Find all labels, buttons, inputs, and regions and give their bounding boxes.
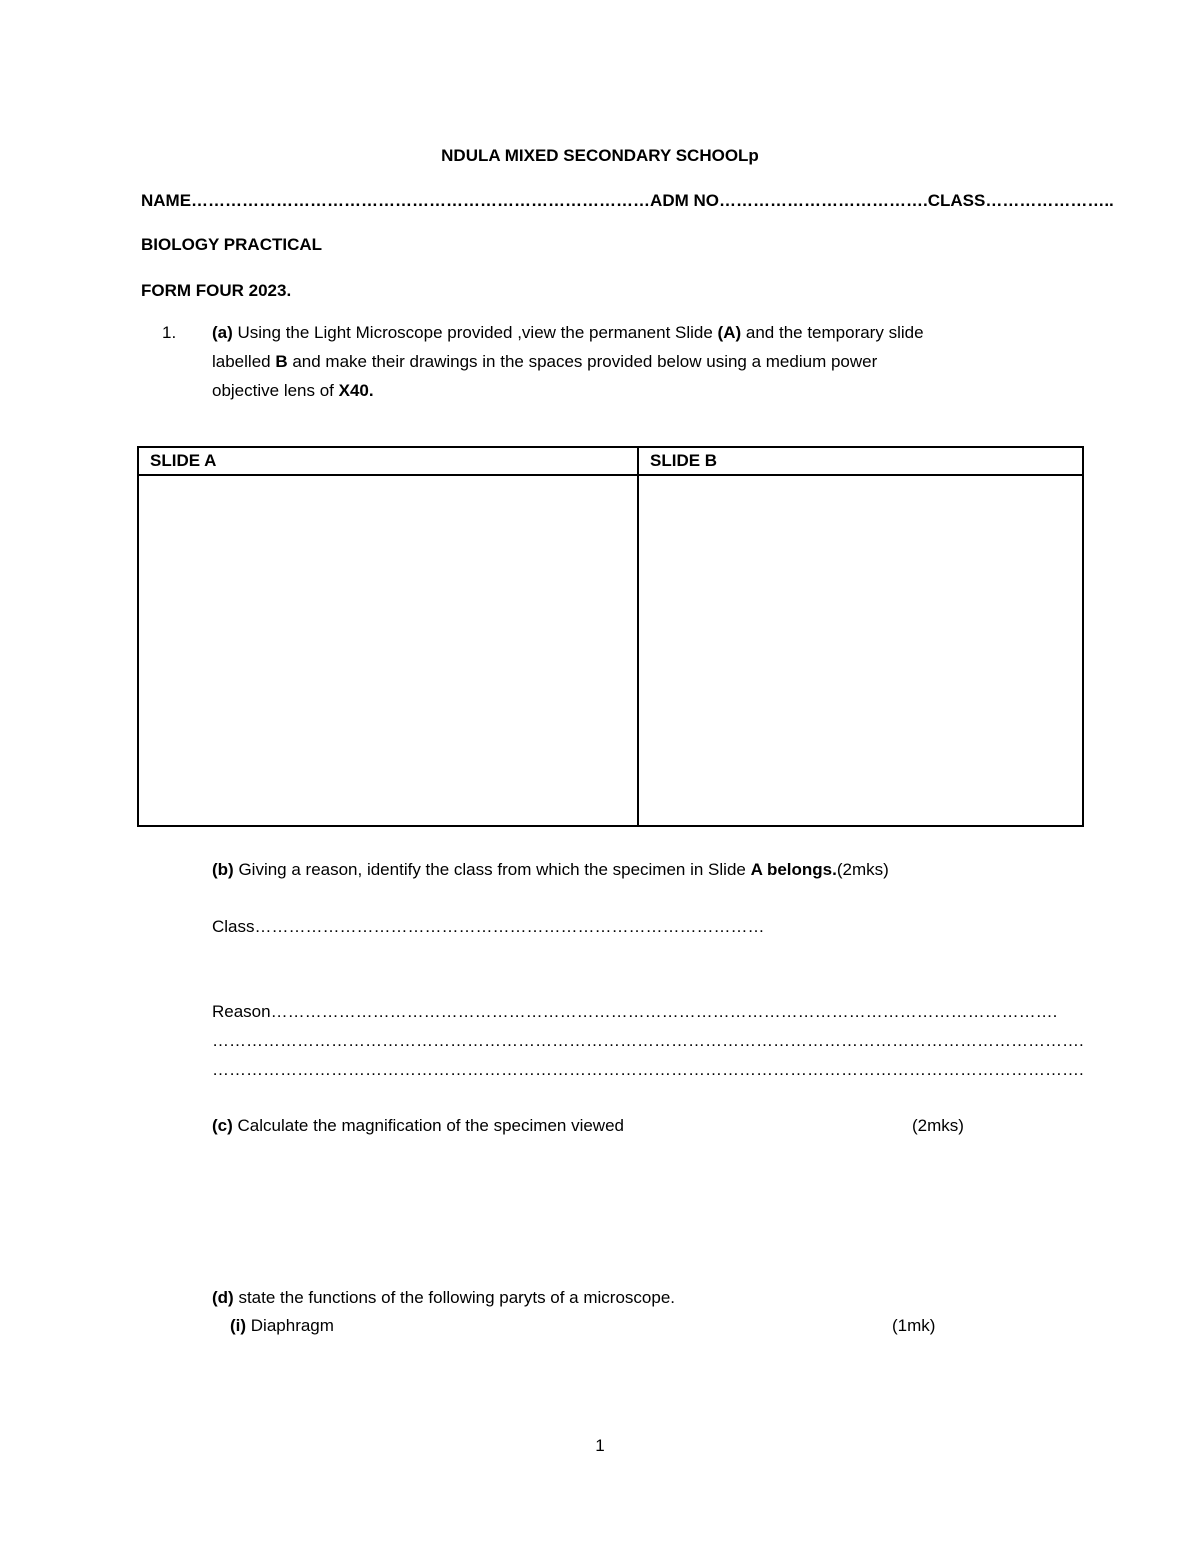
slide-b-header: SLIDE B xyxy=(638,447,1083,475)
reason-answer-line-1[interactable]: Reason…………………………………………………………………………………………………………………………. xyxy=(212,1002,1058,1021)
part-a-slide-b-ref: B xyxy=(275,352,288,371)
slide-b-drawing-area[interactable] xyxy=(638,475,1083,826)
part-a-label: (a) xyxy=(212,323,233,342)
part-d-item-i xyxy=(230,1316,334,1336)
part-a-line-1 xyxy=(212,323,924,343)
part-a-line-1-text: Using the Light Microscope provided ,view the permanent Slide xyxy=(232,323,718,342)
part-d-label: (d) xyxy=(212,1288,234,1307)
part-c-label: (c) xyxy=(212,1116,233,1135)
name-adm-class-line[interactable]: NAME………………………………………………………………………ADM NO……………………………….CLASS………………….. xyxy=(141,191,1114,210)
slides-table-header-row xyxy=(138,447,1083,475)
part-c-marks: (2mks) xyxy=(912,1116,964,1135)
part-d-item-i-text: Diaphragm xyxy=(246,1316,334,1335)
part-d-item-i-label: (i) xyxy=(230,1316,247,1335)
part-b-slide-ref: A xyxy=(750,860,763,879)
part-c-question xyxy=(212,1116,624,1136)
part-a-line-3-text: objective lens of xyxy=(212,381,339,400)
part-d-item-i-marks: (1mk) xyxy=(892,1316,936,1335)
question-number: 1. xyxy=(162,323,177,342)
slide-a-header: SLIDE A xyxy=(138,447,638,475)
slides-drawing-table xyxy=(137,446,1084,827)
part-a-line-1-end: and the temporary slide xyxy=(741,323,924,342)
part-a-line-2-text: labelled xyxy=(212,352,276,371)
subject-heading: BIOLOGY PRACTICAL xyxy=(141,235,323,254)
part-a-line-3 xyxy=(212,381,374,401)
class-answer-line[interactable]: Class……………………………………………………………………………… xyxy=(212,917,765,936)
slides-table-drawing-row xyxy=(138,475,1083,826)
part-a-slide-a-ref: (A) xyxy=(717,323,742,342)
part-a-line-3-end: . xyxy=(368,381,374,400)
reason-answer-line-2[interactable]: ………………………………………………………………………………………………………………………………………. xyxy=(212,1031,1084,1050)
part-b-question xyxy=(212,860,889,880)
part-b-marks: (2mks) xyxy=(836,860,889,879)
school-title: NDULA MIXED SECONDARY SCHOOLp xyxy=(441,146,759,165)
part-b-text: Giving a reason, identify the class from which the specimen in Slide xyxy=(233,860,751,879)
part-d-question xyxy=(212,1288,675,1308)
slide-a-drawing-area[interactable] xyxy=(138,475,638,826)
reason-answer-line-3[interactable]: ………………………………………………………………………………………………………………………………………. xyxy=(212,1060,1084,1079)
part-d-text: state the functions of the following paryts of a microscope. xyxy=(233,1288,676,1307)
page-number: 1 xyxy=(595,1436,605,1455)
part-b-label: (b) xyxy=(212,860,234,879)
form-year-heading: FORM FOUR 2023. xyxy=(141,281,292,300)
part-a-line-2-end: and make their drawings in the spaces provided below using a medium power xyxy=(287,352,878,371)
part-a-line-2 xyxy=(212,352,877,372)
part-a-lens-ref: X40 xyxy=(338,381,369,400)
part-c-text: Calculate the magnification of the specimen viewed xyxy=(232,1116,624,1135)
part-b-text-end: belongs. xyxy=(762,860,837,879)
